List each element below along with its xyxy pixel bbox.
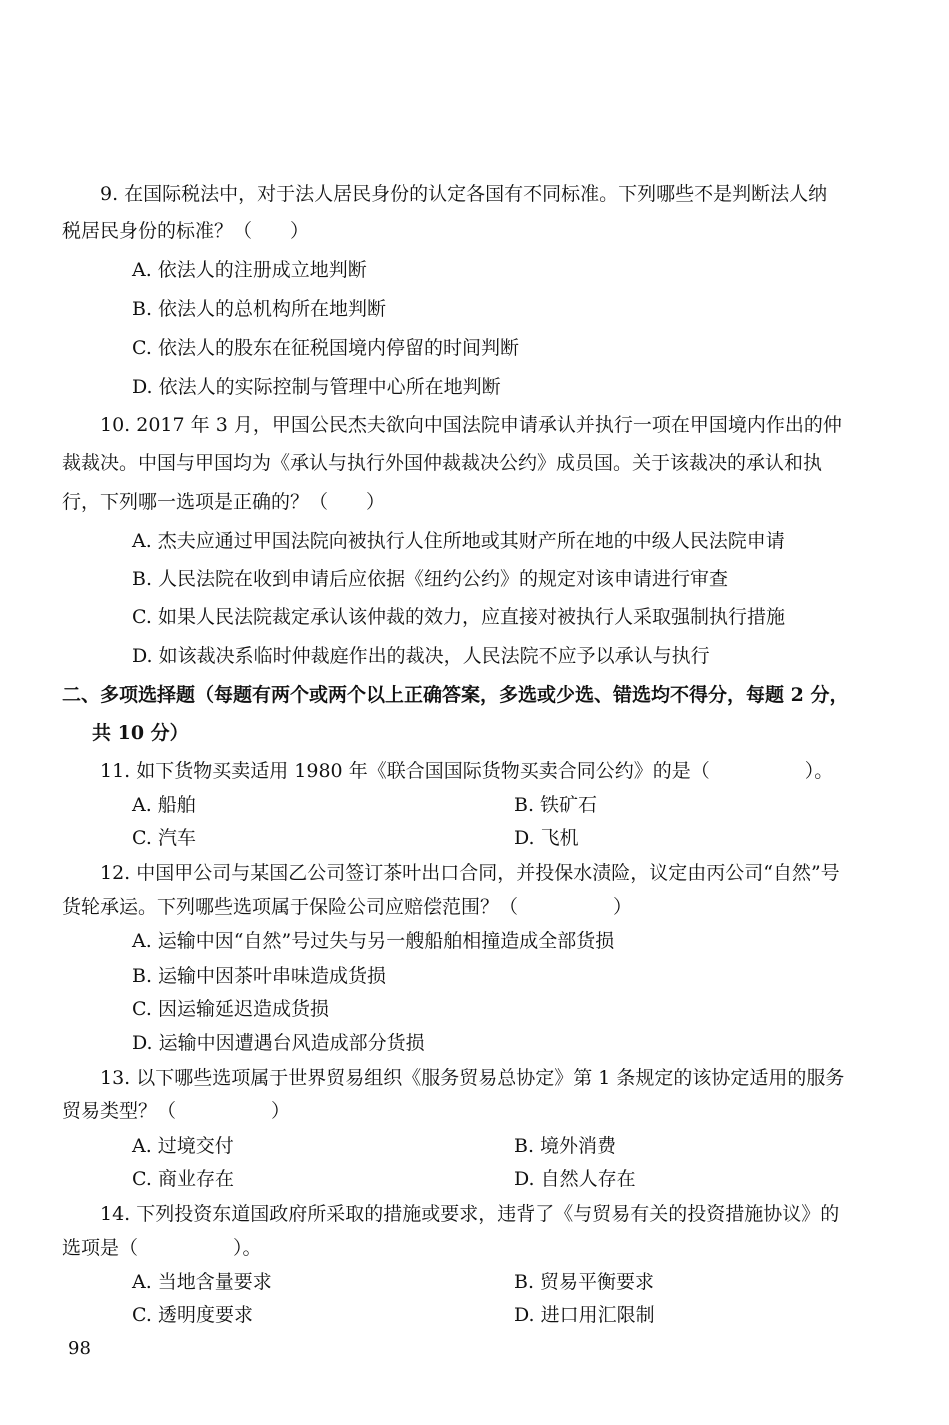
question-9-option-a: A. 依法人的注册成立地判断 — [132, 259, 367, 281]
question-14-option-d: D. 进口用汇限制 — [514, 1304, 655, 1326]
question-14-stem-line1: 14. 下列投资东道国政府所采取的措施或要求，违背了《与贸易有关的投资措施协议》的 — [100, 1203, 840, 1225]
question-10-option-b: B. 人民法院在收到申请后应依据《纽约公约》的规定对该申请进行审查 — [132, 568, 729, 590]
question-11-option-b: B. 铁矿石 — [514, 794, 598, 816]
question-9-option-b: B. 依法人的总机构所在地判断 — [132, 298, 387, 320]
question-10-stem-line1: 10. 2017 年 3 月，甲国公民杰夫欲向中国法院申请承认并执行一项在甲国境内作出的仲 — [100, 414, 842, 436]
section-2-heading-line1: 二、多项选择题（每题有两个或两个以上正确答案，多选或少选、错选均不得分，每题 2 分， — [62, 684, 849, 706]
question-10-option-c: C. 如果人民法院裁定承认该仲裁的效力，应直接对被执行人采取强制执行措施 — [132, 606, 785, 628]
question-9-option-d: D. 依法人的实际控制与管理中心所在地判断 — [132, 376, 501, 398]
question-10-stem-line2: 裁裁决。中国与甲国均为《承认与执行外国仲裁裁决公约》成员国。关于该裁决的承认和执 — [62, 452, 823, 474]
section-2-heading-line2: 共 10 分） — [92, 722, 189, 744]
question-12-stem-line1: 12. 中国甲公司与某国乙公司签订茶叶出口合同，并投保水渍险，议定由丙公司“自然”号 — [100, 862, 840, 884]
question-14-option-c: C. 透明度要求 — [132, 1304, 253, 1326]
question-12-option-c: C. 因运输延迟造成货损 — [132, 998, 329, 1020]
question-10-option-d: D. 如该裁决系临时仲裁庭作出的裁决，人民法院不应予以承认与执行 — [132, 645, 710, 667]
question-13-stem-line2: 贸易类型？（ ） — [62, 1100, 291, 1122]
question-11-option-a: A. 船舶 — [132, 794, 196, 816]
question-14-option-b: B. 贸易平衡要求 — [514, 1271, 655, 1293]
question-11-stem: 11. 如下货物买卖适用 1980 年《联合国国际货物买卖合同公约》的是（ ）。 — [100, 760, 834, 782]
question-13-stem-line1: 13. 以下哪些选项属于世界贸易组织《服务贸易总协定》第 1 条规定的该协定适用的服务 — [100, 1067, 845, 1089]
question-14-option-a: A. 当地含量要求 — [132, 1271, 272, 1293]
question-11-option-c: C. 汽车 — [132, 827, 196, 849]
question-10-stem-line3: 行，下列哪一选项是正确的？（ ） — [62, 491, 386, 513]
question-12-option-b: B. 运输中因茶叶串味造成货损 — [132, 965, 387, 987]
question-12-option-a: A. 运输中因“自然”号过失与另一艘船舶相撞造成全部货损 — [132, 930, 615, 952]
question-13-option-d: D. 自然人存在 — [514, 1168, 636, 1190]
page-number: 98 — [68, 1338, 91, 1359]
question-13-option-b: B. 境外消费 — [514, 1135, 617, 1157]
question-9-option-c: C. 依法人的股东在征税国境内停留的时间判断 — [132, 337, 519, 359]
question-12-stem-line2: 货轮承运。下列哪些选项属于保险公司应赔偿范围？（ ） — [62, 896, 633, 918]
question-9-stem-line1: 9. 在国际税法中，对于法人居民身份的认定各国有不同标准。下列哪些不是判断法人纳 — [100, 183, 828, 205]
question-13-option-c: C. 商业存在 — [132, 1168, 234, 1190]
question-12-option-d: D. 运输中因遭遇台风造成部分货损 — [132, 1032, 425, 1054]
question-11-option-d: D. 飞机 — [514, 827, 579, 849]
question-10-option-a: A. 杰夫应通过甲国法院向被执行人住所地或其财产所在地的中级人民法院申请 — [132, 530, 785, 552]
question-14-stem-line2: 选项是（ ）。 — [62, 1237, 262, 1259]
question-9-stem-line2: 税居民身份的标准？（ ） — [62, 220, 310, 242]
question-13-option-a: A. 过境交付 — [132, 1135, 234, 1157]
